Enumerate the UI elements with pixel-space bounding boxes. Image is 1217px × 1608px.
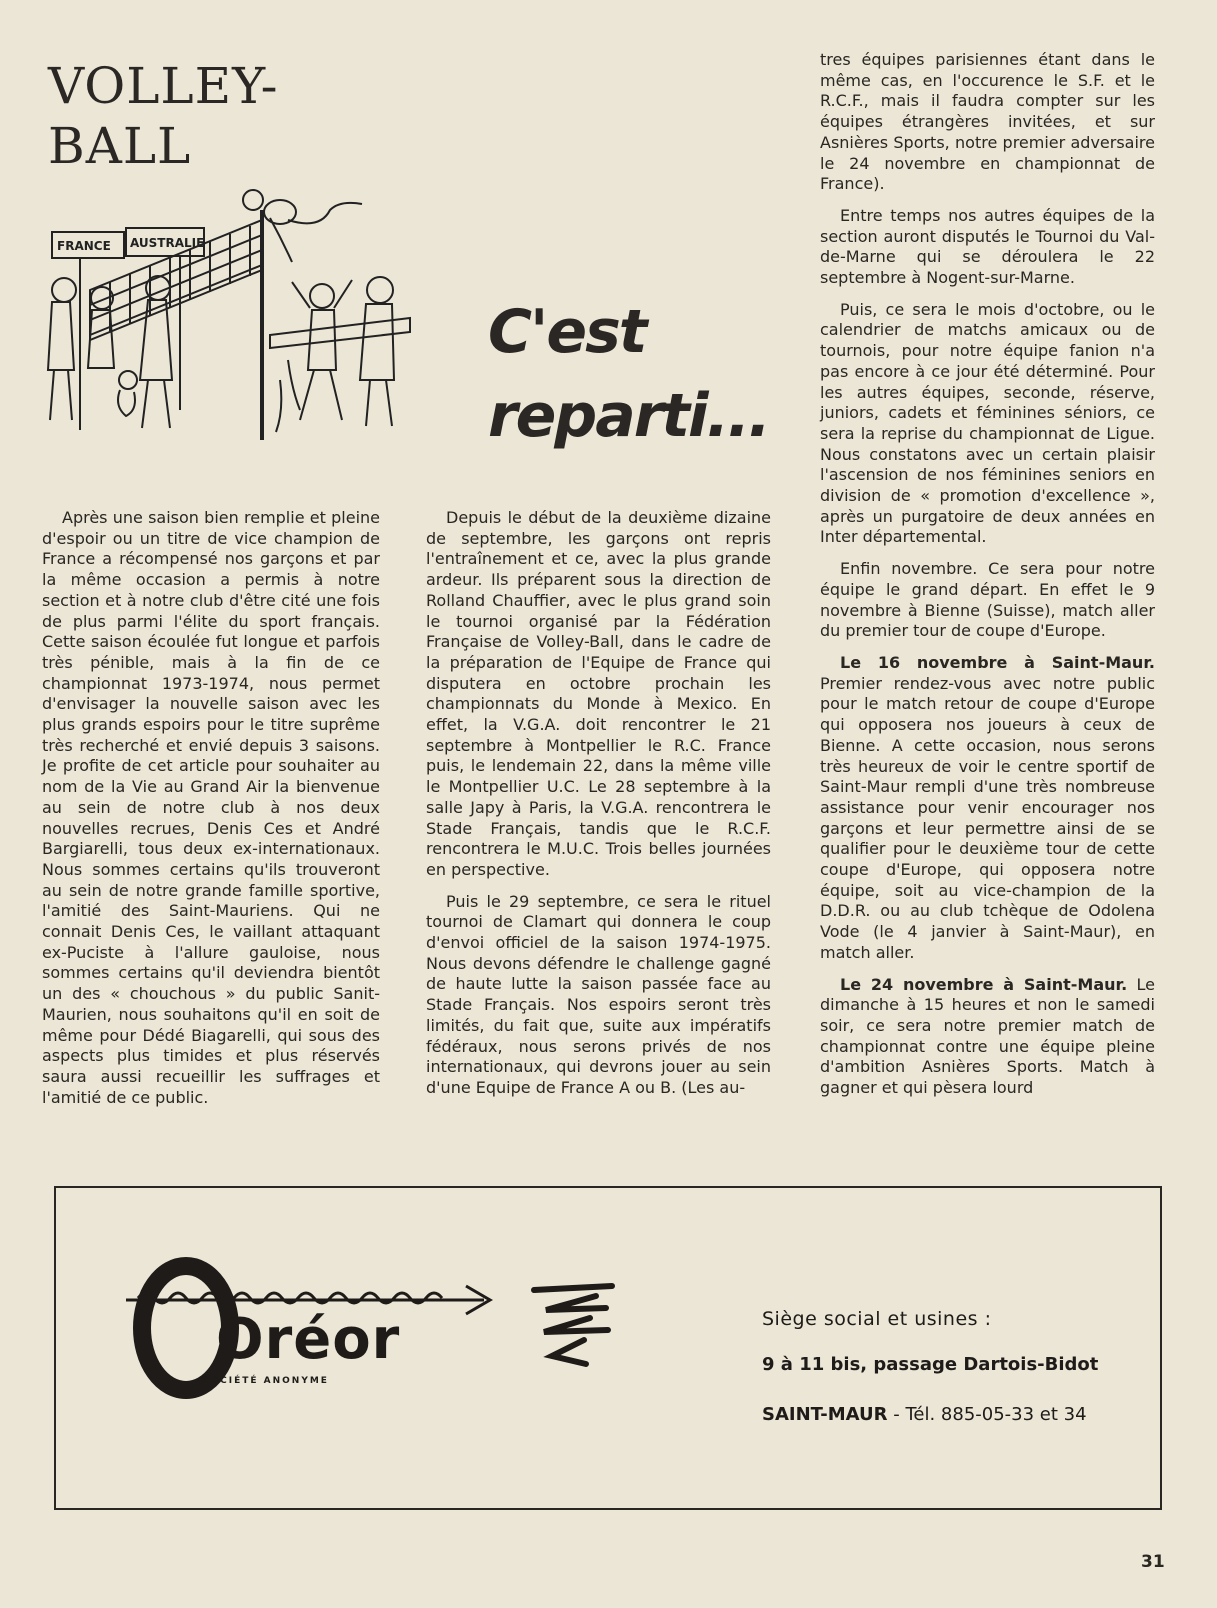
date-heading-16-november: Le 16 novembre à Saint-Maur. bbox=[840, 652, 1155, 672]
phone-number: - Tél. 885-05-33 et 34 bbox=[887, 1404, 1087, 1425]
column3-paragraph-2: Entre temps nos autres équipes de la section auront disputés le Tournoi du Val-de-Marne qui se déroulera le 22 septembre à Nogent-sur-Marne. bbox=[820, 205, 1155, 288]
article-headline bbox=[488, 290, 769, 458]
title-line-2: BALL bbox=[48, 117, 192, 175]
article-column-3 bbox=[820, 50, 1155, 1099]
column2-paragraph-2: Puis le 29 septembre, ce sera le rituel tournoi de Clamart qui donnera le coup d'envoi officiel de la saison 1974-1975. Nous devons défendre le challenge gagné de haute lutte la saison passée face au Stade Français. Nos espoirs seront très limités, du fait que, suite aux impératifs fédéraux, nous serons privés de nos internationaux, qui devrons jouer au sein d'une Equipe de France A ou B. (Les au- bbox=[426, 891, 771, 1097]
sign-france: FRANCE bbox=[57, 239, 111, 253]
page-number: 31 bbox=[1141, 1552, 1165, 1572]
column1-paragraph: Après une saison bien remplie et pleine d'espoir ou un titre de vice champion de France a récompensé nos garçons et par la même occasion a permis à notre section et à notre club d'être cité une fois de plus parmi l'élite du sport français. Cette saison écoulée fut longue et parfois très pénible, mais à la fin de ce championnat 1973-1974, nous permet d'envisager la nouvelle saison avec les plus grands espoirs pour le titre suprême très recherché et envié depuis 3 saisons. Je profite de cet article pour souhaiter au nom de la Vie au Grand Air la bienvenue au sein de notre club à nos deux nouvelles recrues, Denis Ces et André Bargiarelli, tous deux ex-internationaux. Nous sommes certains qu'ils trouveront au sein de notre grande famille sportive, l'amitié des Saint-Mauriens. Qui ne connait Denis Ces, le vaillant attaquant ex-Puciste à l'allure gauloise, nous sommes certains qu'il deviendra bientôt un des « chouchous » du public Sanit-Maurien, nous souhaitons qu'il en soit de même pour Dédé Biagarelli, qui sous des aspects plus timides et plus réservés saura aussi recueillir les suffrages et l'amitié de ce public. bbox=[42, 508, 380, 1107]
column3-paragraph-6 bbox=[820, 975, 1155, 1099]
headquarters-label: Siège social et usines : bbox=[762, 1308, 992, 1330]
headline-line-1: C'est bbox=[488, 297, 646, 367]
company-address: 9 à 11 bis, passage Dartois-Bidot bbox=[762, 1354, 1099, 1375]
column3-continuation: tres équipes parisiennes étant dans le même cas, en l'occurence le S.F. et le R.C.F., mais il faudra compter sur les équipes étrangères invitées, et sur Asnières Sports, notre premier adversaire le 24 novembre en championnat de France). bbox=[820, 50, 1155, 194]
company-name: Oréor bbox=[216, 1307, 401, 1372]
company-subtitle: SOCIÉTÉ ANONYME bbox=[202, 1376, 329, 1386]
city-name: SAINT-MAUR bbox=[762, 1404, 888, 1425]
volleyball-cartoon-illustration bbox=[30, 170, 430, 460]
headline-line-2: reparti... bbox=[488, 381, 769, 451]
date-heading-24-november: Le 24 novembre à Saint-Maur. bbox=[840, 974, 1128, 994]
oreor-advertisement bbox=[54, 1186, 1162, 1510]
title-line-1: VOLLEY- bbox=[48, 57, 279, 115]
column2-paragraph-1: Depuis le début de la deuxième dizaine de septembre, les garçons ont repris l'entraînement et ce, avec la plus grande ardeur. Ils préparent sous la direction de Rolland Chauffier, avec le plus grand soin le tournoi organisé par la Fédération Française de Volley-Ball, dans le cadre de la préparation de l'Equipe de France qui disputera en octobre prochain les championnats du Monde à Mexico. En effet, la V.G.A. doit rencontrer le 21 septembre à Montpellier le R.C. France puis, le lendemain 22, dans la même ville le Montpellier U.C. Le 28 septembre à la salle Japy à Paris, la V.G.A. rencontrera le Stade Français, tandis que le R.C.F. rencontrera le M.U.C. Trois belles journées en perspective. bbox=[426, 508, 771, 879]
article-column-2 bbox=[426, 508, 771, 1099]
article-title bbox=[48, 56, 279, 176]
sign-australie: AUSTRALIE bbox=[130, 236, 205, 250]
column3-paragraph-5 bbox=[820, 653, 1155, 964]
column3-paragraph-4: Enfin novembre. Ce sera pour notre équipe le grand départ. En effet le 9 novembre à Bienne (Suisse), match aller du premier tour de coupe d'Europe. bbox=[820, 559, 1155, 641]
paragraph-6-text: Le dimanche à 15 heures et non le samedi soir, ce sera notre premier match de championnat contre une équipe pleine d'ambition Asnières Sports. Match à gagner et qui pèsera lourd bbox=[820, 974, 1156, 1098]
paragraph-5-text: Premier rendez-vous avec notre public pour le match retour de coupe d'Europe qui opposera nos joueurs à ceux de Bienne. A cette occasion, nous serons très heureux de voir le centre sportif de Saint-Maur rempli d'une très nombreuse assistance pour venir encourager nos garçons et leur permettre ainsi de se qualifier pour le deuxième tour de cette coupe d'Europe, qui opposera notre équipe, soit au vice-champion de la D.D.R. ou au club tchèque de Odolena Vode (le 4 janvier à Saint-Maur), en match aller. bbox=[820, 673, 1155, 962]
article-column-1 bbox=[42, 508, 380, 1108]
column3-paragraph-3: Puis, ce sera le mois d'octobre, ou le calendrier de matchs amicaux ou de tournois, pour notre équipe fanion n'a pas encore à ce jour été déterminé. Pour les autres équipes, seconde, réserve, juniors, cadets et féminines séniors, ce sera la reprise du championnat de Ligue. Nous constatons avec un certain plaisir l'ascension de nos féminines seniors en division de « promotion d'excellence », après un purgatoire de deux années en Inter départemental. bbox=[820, 299, 1155, 547]
city-and-phone bbox=[762, 1404, 1087, 1425]
lightning-symbol-icon bbox=[526, 1278, 626, 1368]
